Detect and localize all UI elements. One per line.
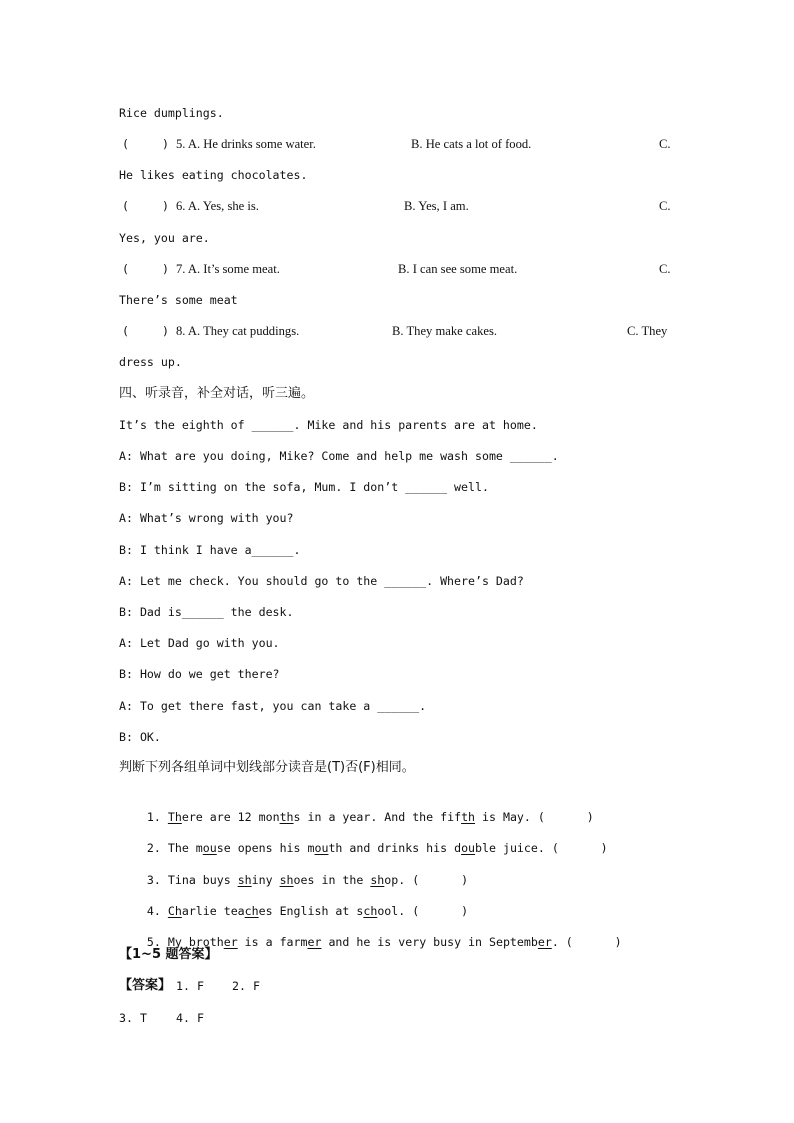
sentence-text: ool. ( ) xyxy=(377,904,469,918)
answer-paren-open: ( xyxy=(122,262,129,276)
dialogue-line: A: Let me check. You should go to the ______. Where’s Dad? xyxy=(119,574,524,588)
section-4-heading: 四、听录音，补全对话，听三遍。 xyxy=(119,386,315,401)
answer-paren-close: ) xyxy=(162,137,169,151)
sentence-text: iny xyxy=(251,873,280,887)
sentence-text: My broth xyxy=(167,935,224,949)
sentence-text: oes in the xyxy=(293,873,371,887)
answer-range-label: 【1~5 题答案】 xyxy=(119,947,218,962)
phonics-item-3 xyxy=(119,853,469,887)
underlined-letters: Ch xyxy=(167,904,182,918)
sentence-text: Tina buys xyxy=(167,873,238,887)
question-7-option-c: There’s some meat xyxy=(119,293,238,307)
underlined-letters: er xyxy=(537,935,552,949)
sentence-text: ble juice. ( ) xyxy=(475,841,608,855)
phonics-item-1 xyxy=(119,790,594,824)
section-5-heading: 判断下列各组单词中划线部分读音是(T)否(F)相同。 xyxy=(119,760,415,775)
question-8-option-b: B. They make cakes. xyxy=(392,324,498,338)
question-5-option-c: He likes eating chocolates. xyxy=(119,168,308,182)
question-5-option-b: B. He cats a lot of food. xyxy=(411,137,532,151)
answer-paren-close: ) xyxy=(162,324,169,338)
sentence-text: es English at s xyxy=(258,904,364,918)
item-number: 1. xyxy=(146,810,168,824)
question-8-option-c: dress up. xyxy=(119,355,182,369)
question-8-option-a: 8. A. They cat puddings. xyxy=(176,324,300,338)
underlined-letters: sh xyxy=(279,873,294,887)
underlined-letters: th xyxy=(461,810,476,824)
question-6-option-c: Yes, you are. xyxy=(119,231,210,245)
sentence-text: . ( ) xyxy=(551,935,622,949)
item-number: 2. xyxy=(146,841,168,855)
answer-4: 4. F xyxy=(176,1011,204,1025)
dialogue-line: B: I think I have a______. xyxy=(119,543,301,557)
dialogue-line: A: Let Dad go with you. xyxy=(119,636,280,650)
sentence-text: arlie tea xyxy=(181,904,245,918)
answer-paren-close: ) xyxy=(162,199,169,213)
underlined-letters: er xyxy=(223,935,238,949)
item-number: 3. xyxy=(146,873,168,887)
sentence-text: is a farm xyxy=(237,935,308,949)
underlined-letters: sh xyxy=(370,873,385,887)
underlined-letters: ou xyxy=(202,841,217,855)
sentence-text: op. ( ) xyxy=(384,873,469,887)
answer-2: 2. F xyxy=(232,979,260,993)
q4-option-c-continuation: Rice dumplings. xyxy=(119,106,224,120)
phonics-item-2 xyxy=(119,821,608,855)
dialogue-line: B: How do we get there? xyxy=(119,667,280,681)
answer-paren-open: ( xyxy=(122,324,129,338)
dialogue-line: B: Dad is______ the desk. xyxy=(119,605,294,619)
sentence-text: th and drinks his d xyxy=(328,841,462,855)
underlined-letters: ou xyxy=(461,841,476,855)
question-8-option-c-label: C. They xyxy=(627,324,668,338)
sentence-text: ere are 12 mon xyxy=(181,810,280,824)
question-7-option-b: B. I can see some meat. xyxy=(398,262,518,276)
phonics-item-5 xyxy=(119,915,622,949)
answer-paren-open: ( xyxy=(122,199,129,213)
underlined-letters: ch xyxy=(363,904,378,918)
question-5-option-a: 5. A. He drinks some water. xyxy=(176,137,316,151)
sentence-text: The m xyxy=(167,841,203,855)
question-7-option-a: 7. A. It’s some meat. xyxy=(176,262,280,276)
underlined-letters: er xyxy=(307,935,322,949)
underlined-letters: sh xyxy=(237,873,252,887)
question-5-option-c-label: C. xyxy=(659,137,671,151)
dialogue-line: A: What are you doing, Mike? Come and help me wash some ______. xyxy=(119,449,559,463)
dialogue-intro: It’s the eighth of ______. Mike and his parents are at home. xyxy=(119,418,538,432)
item-number: 5. xyxy=(146,935,168,949)
underlined-letters: ou xyxy=(314,841,329,855)
sentence-text: s in a year. And the fif xyxy=(293,810,462,824)
answer-3: 3. T xyxy=(119,1011,147,1025)
dialogue-line: A: To get there fast, you can take a ______. xyxy=(119,699,427,713)
phonics-item-4 xyxy=(119,884,469,918)
question-6-option-b: B. Yes, I am. xyxy=(404,199,469,213)
underlined-letters: ch xyxy=(244,904,259,918)
dialogue-line: A: What’s wrong with you? xyxy=(119,511,294,525)
underlined-letters: Th xyxy=(167,810,182,824)
question-7-option-c-label: C. xyxy=(659,262,671,276)
sentence-text: se opens his m xyxy=(216,841,315,855)
underlined-letters: th xyxy=(279,810,294,824)
sentence-text: and he is very busy in Septemb xyxy=(321,935,538,949)
answer-paren-close: ) xyxy=(162,262,169,276)
item-number: 4. xyxy=(146,904,168,918)
dialogue-line: B: I’m sitting on the sofa, Mum. I don’t ______ well. xyxy=(119,480,489,494)
question-6-option-c-label: C. xyxy=(659,199,671,213)
answer-1: 1. F xyxy=(176,979,204,993)
answer-label: 【答案】 xyxy=(119,978,172,993)
dialogue-line: B: OK. xyxy=(119,730,161,744)
sentence-text: is May. ( ) xyxy=(475,810,594,824)
question-6-option-a: 6. A. Yes, she is. xyxy=(176,199,259,213)
answer-paren-open: ( xyxy=(122,137,129,151)
